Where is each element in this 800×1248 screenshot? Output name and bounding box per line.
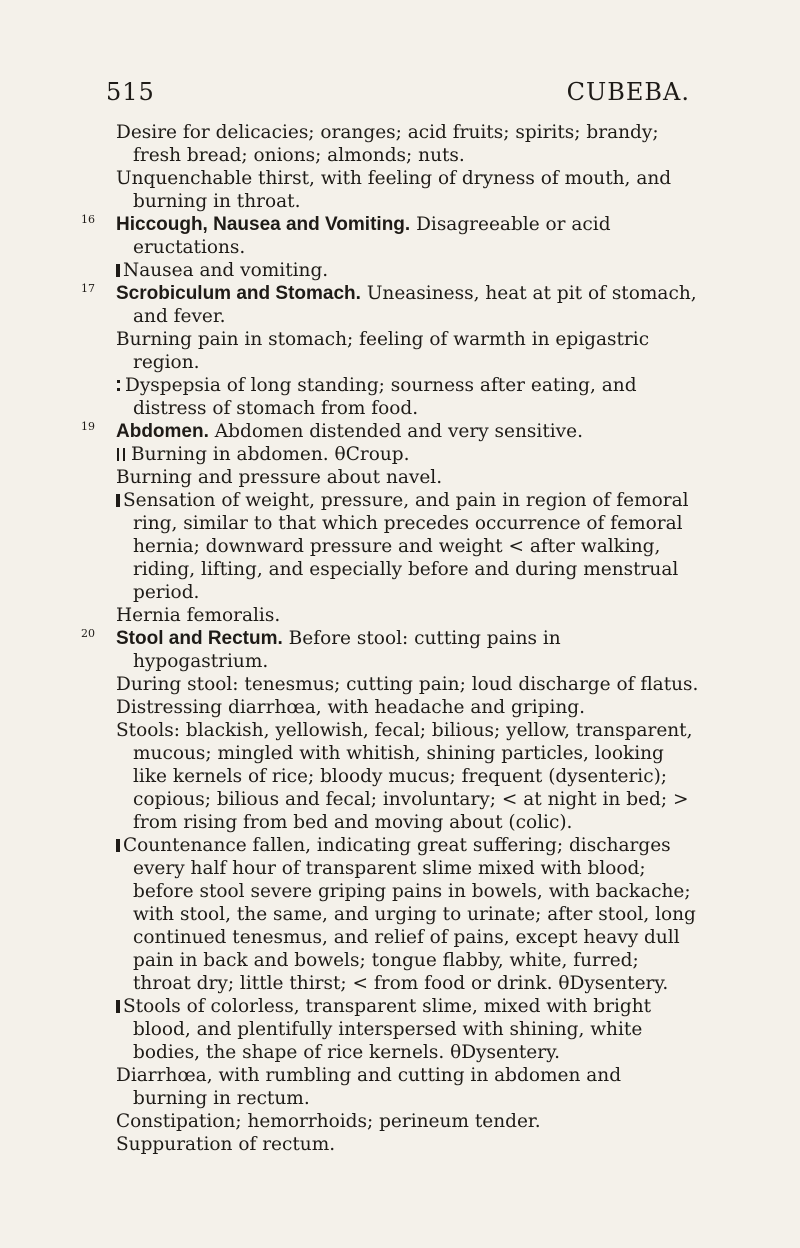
section-heading: Abdomen.: [116, 421, 209, 442]
section-heading: Hiccough, Nausea and Vomiting.: [116, 214, 411, 235]
paragraph: Hernia femoralis.: [116, 605, 281, 626]
paragraph: Nausea and vomiting.: [116, 259, 700, 282]
section-abdomen: 19 Abdomen. Abdomen distended and very sensitive.: [81, 420, 583, 442]
double-bar-mark: [116, 448, 128, 461]
paragraph: Countenance fallen, indicating great suffering; discharges every half hour of transparent slime mixed with blood; before stool severe griping pains in bowels, with backache; with stool, the same, and urging to urinate; after stool, long continued tenesmus, and relief of pains, except heavy dull pain in back and bowels; tongue flabby, white, furred; throat dry; little thirst; < from food or drink. θDysentery.: [116, 834, 700, 995]
section-hiccough: 16 Hiccough, Nausea and Vomiting. Disagreeable or acid eructations.: [81, 213, 611, 258]
running-header: [106, 78, 690, 108]
paragraph: Diarrhœa, with rumbling and cutting in abdomen and burning in rectum.: [116, 1065, 622, 1109]
colon-mark: [116, 379, 121, 392]
paragraph: Suppuration of rectum.: [116, 1134, 336, 1155]
section-stool-rectum: 20 Stool and Rectum. Before stool: cutting pains in hypogastrium.: [81, 627, 561, 672]
paragraph: Unquenchable thirst, with feeling of dryness of mouth, and burning in throat.: [116, 168, 672, 212]
section-heading: Stool and Rectum.: [116, 628, 283, 649]
running-title: CUBEBA.: [566, 78, 690, 106]
paragraph: During stool: tenesmus; cutting pain; loud discharge of flatus.: [116, 674, 699, 695]
paragraph: Burning pain in stomach; feeling of warmth in epigastric region.: [116, 329, 650, 373]
paragraph: Stools of colorless, transparent slime, mixed with bright blood, and plentifully interspersed with shining, white bodies, the shape of rice kernels. θDysentery.: [116, 995, 700, 1064]
emphasis-bar-mark: [116, 494, 120, 507]
paragraph: Distressing diarrhœa, with headache and griping.: [116, 697, 586, 718]
paragraph: Constipation; hemorrhoids; perineum tender.: [116, 1111, 541, 1132]
section-heading: Scrobiculum and Stomach.: [116, 283, 361, 304]
emphasis-bar-mark: [116, 839, 120, 852]
paragraph: Stools: blackish, yellowish, fecal; bilious; yellow, transparent, mucous; mingled with whitish, shining particles, looking like kernels of rice; bloody mucus; frequent (dysenteric); copious; bilious and fecal; involuntary; < at night in bed; > from rising from bed and moving about (colic).: [116, 720, 693, 833]
emphasis-bar-mark: [116, 1000, 120, 1013]
paragraph: Burning in abdomen. θCroup.: [116, 443, 700, 466]
text-body: [81, 121, 700, 1156]
paragraph: Sensation of weight, pressure, and pain in region of femoral ring, similar to that which precedes occurrence of femoral hernia; downward pressure and weight < after walking, riding, lifting, and especially before and during menstrual period.: [116, 489, 700, 604]
paragraph: Burning and pressure about navel.: [116, 467, 443, 488]
emphasis-bar-mark: [116, 264, 120, 277]
section-scrobiculum: 17 Scrobiculum and Stomach. Uneasiness, heat at pit of stomach, and fever.: [81, 282, 697, 327]
paragraph: Dyspepsia of long standing; sourness after eating, and distress of stomach from food.: [116, 374, 700, 420]
page-number: 515: [106, 78, 155, 106]
paragraph: Desire for delicacies; oranges; acid fruits; spirits; brandy; fresh bread; onions; almonds; nuts.: [116, 122, 659, 166]
